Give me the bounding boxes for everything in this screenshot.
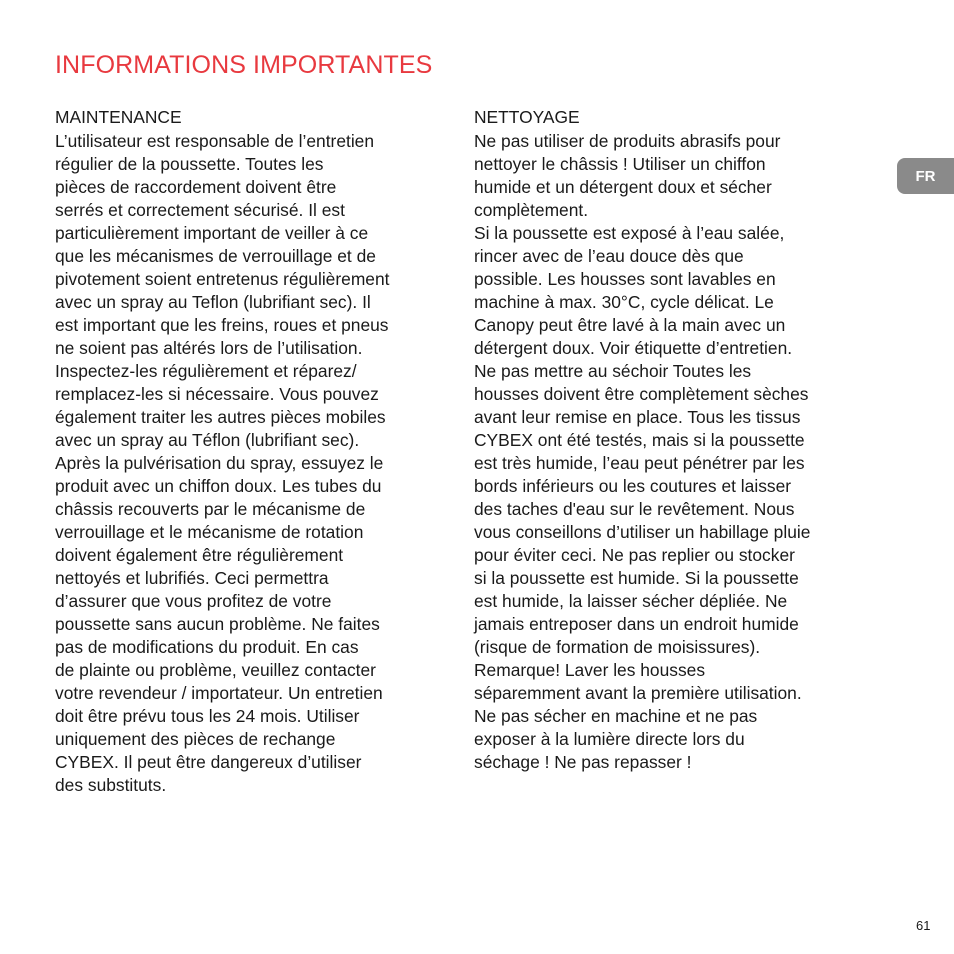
maintenance-line: que les mécanismes de verrouillage et de — [55, 246, 376, 266]
nettoyage-section — [474, 106, 866, 774]
nettoyage-line: des taches d'eau sur le revêtement. Nous — [474, 499, 795, 519]
nettoyage-line: (risque de formation de moisissures). — [474, 637, 761, 657]
maintenance-line: pivotement soient entretenus régulièrement — [55, 269, 390, 289]
maintenance-line: régulier de la poussette. Toutes les — [55, 154, 324, 174]
maintenance-line: pas de modifications du produit. En cas — [55, 637, 359, 657]
nettoyage-line: détergent doux. Voir étiquette d’entretien. — [474, 338, 793, 358]
maintenance-line: remplacez-les si nécessaire. Vous pouvez — [55, 384, 379, 404]
maintenance-line: des substituts. — [55, 775, 167, 795]
maintenance-line: ne soient pas altérés lors de l’utilisation. — [55, 338, 363, 358]
nettoyage-line: Si la poussette est exposé à l’eau salée, — [474, 223, 785, 243]
nettoyage-line: avant leur remise en place. Tous les tissus — [474, 407, 801, 427]
maintenance-line: châssis recouverts par le mécanisme de — [55, 499, 366, 519]
nettoyage-line: vous conseillons d’utiliser un habillage pluie — [474, 522, 811, 542]
maintenance-line: particulièrement important de veiller à ce — [55, 223, 369, 243]
nettoyage-body — [474, 130, 866, 774]
nettoyage-line: Ne pas mettre au séchoir Toutes les — [474, 361, 752, 381]
nettoyage-line: séparemment avant la première utilisation. — [474, 683, 802, 703]
nettoyage-heading: NETTOYAGE — [474, 107, 580, 127]
nettoyage-line: nettoyer le châssis ! Utiliser un chiffon — [474, 154, 766, 174]
maintenance-line: votre revendeur / importateur. Un entretien — [55, 683, 383, 703]
nettoyage-line: Ne pas utiliser de produits abrasifs pour — [474, 131, 781, 151]
maintenance-line: uniquement des pièces de rechange — [55, 729, 336, 749]
nettoyage-line: possible. Les housses sont lavables en — [474, 269, 776, 289]
maintenance-line: L’utilisateur est responsable de l’entretien — [55, 131, 375, 151]
maintenance-line: avec un spray au Teflon (lubrifiant sec). Il — [55, 292, 371, 312]
maintenance-line: également traiter les autres pièces mobiles — [55, 407, 386, 427]
maintenance-line: serrés et correctement sécurisé. Il est — [55, 200, 345, 220]
maintenance-line: nettoyés et lubrifiés. Ceci permettra — [55, 568, 329, 588]
maintenance-line: Inspectez-les régulièrement et réparez/ — [55, 361, 357, 381]
maintenance-section — [55, 106, 447, 797]
nettoyage-line: bords inférieurs ou les coutures et laisser — [474, 476, 792, 496]
nettoyage-line: Remarque! Laver les housses — [474, 660, 706, 680]
nettoyage-line: housses doivent être complètement sèches — [474, 384, 809, 404]
page-title: INFORMATIONS IMPORTANTES — [55, 51, 433, 79]
language-tab-fr: FR — [897, 158, 954, 194]
maintenance-line: Après la pulvérisation du spray, essuyez le — [55, 453, 384, 473]
nettoyage-line: est très humide, l’eau peut pénétrer par les — [474, 453, 805, 473]
maintenance-line: doit être prévu tous les 24 mois. Utiliser — [55, 706, 360, 726]
maintenance-line: de plainte ou problème, veuillez contacter — [55, 660, 376, 680]
nettoyage-line: si la poussette est humide. Si la poussette — [474, 568, 799, 588]
nettoyage-line: exposer à la lumière directe lors du — [474, 729, 745, 749]
maintenance-line: doivent également être régulièrement — [55, 545, 344, 565]
nettoyage-line: humide et un détergent doux et sécher — [474, 177, 772, 197]
maintenance-line: pièces de raccordement doivent être — [55, 177, 337, 197]
maintenance-line: CYBEX. Il peut être dangereux d’utiliser — [55, 752, 362, 772]
nettoyage-line: Canopy peut être lavé à la main avec un — [474, 315, 786, 335]
maintenance-body — [55, 130, 447, 797]
maintenance-line: avec un spray au Téflon (lubrifiant sec). — [55, 430, 360, 450]
nettoyage-line: Ne pas sécher en machine et ne pas — [474, 706, 758, 726]
maintenance-line: d’assurer que vous profitez de votre — [55, 591, 332, 611]
nettoyage-line: CYBEX ont été testés, mais si la poussette — [474, 430, 805, 450]
maintenance-line: poussette sans aucun problème. Ne faites — [55, 614, 380, 634]
nettoyage-line: complètement. — [474, 200, 589, 220]
maintenance-heading: MAINTENANCE — [55, 107, 182, 127]
nettoyage-line: jamais entreposer dans un endroit humide — [474, 614, 799, 634]
nettoyage-line: est humide, la laisser sécher dépliée. Ne — [474, 591, 788, 611]
page-number: 61 — [916, 918, 931, 933]
maintenance-line: verrouillage et le mécanisme de rotation — [55, 522, 364, 542]
maintenance-line: est important que les freins, roues et pneus — [55, 315, 389, 335]
nettoyage-line: rincer avec de l’eau douce dès que — [474, 246, 744, 266]
nettoyage-line: séchage ! Ne pas repasser ! — [474, 752, 692, 772]
nettoyage-line: machine à max. 30°C, cycle délicat. Le — [474, 292, 774, 312]
maintenance-line: produit avec un chiffon doux. Les tubes du — [55, 476, 382, 496]
nettoyage-line: pour éviter ceci. Ne pas replier ou stocker — [474, 545, 795, 565]
